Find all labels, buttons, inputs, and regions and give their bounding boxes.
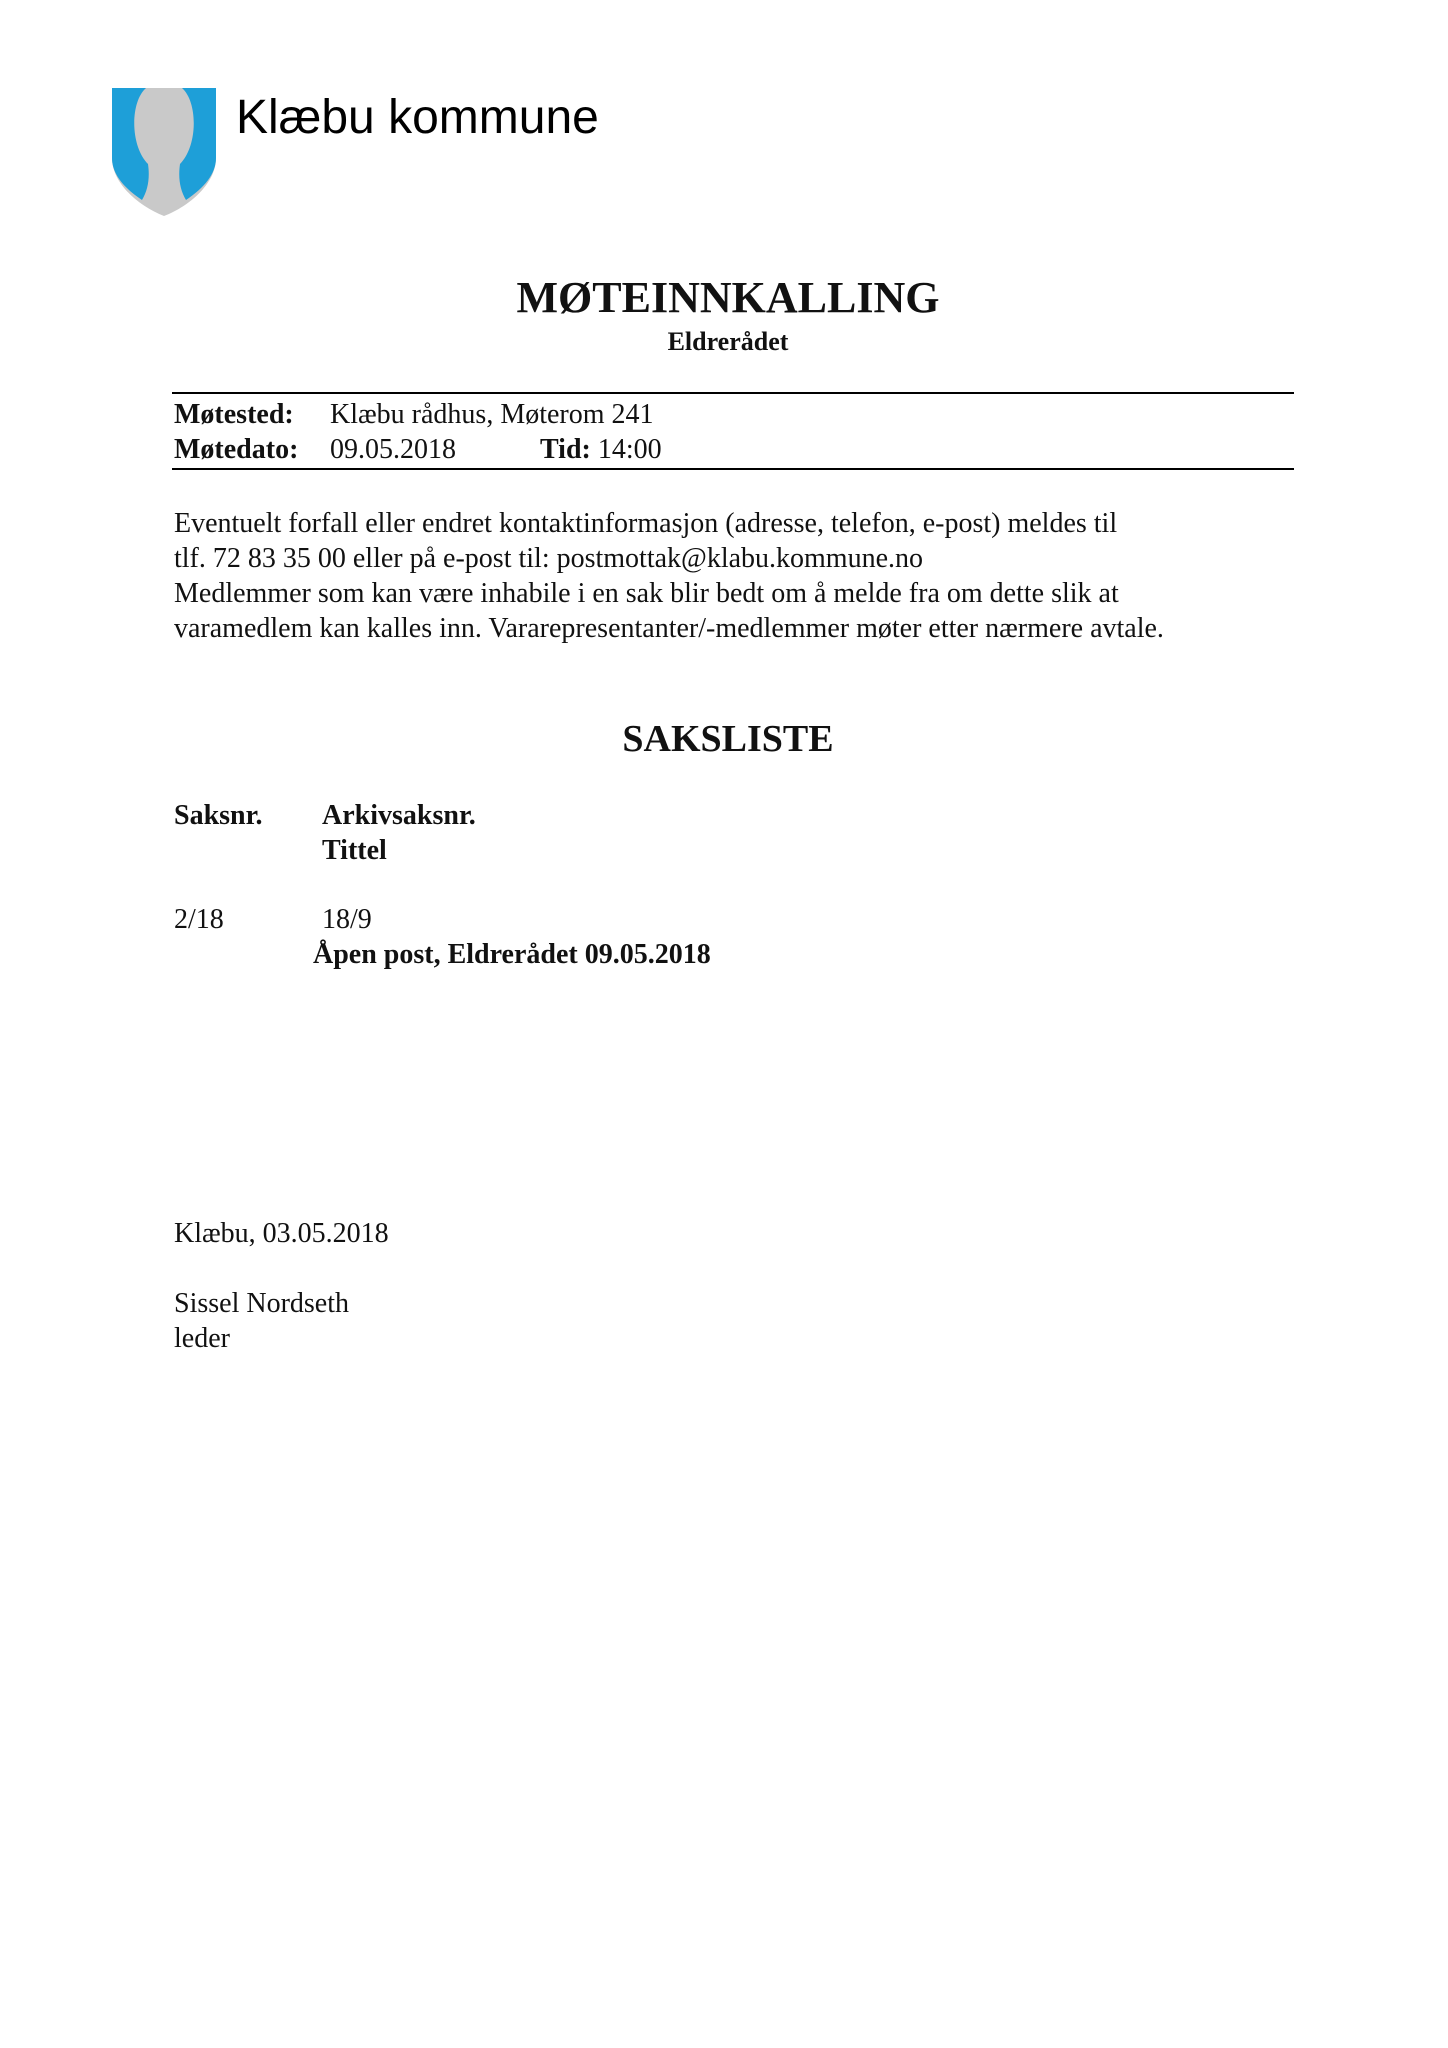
notice-line: Eventuelt forfall eller endret kontaktinformasjon (adresse, telefon, e-post) meldes til: [174, 508, 1118, 539]
agenda-item-archive-number: 18/9: [322, 904, 372, 935]
municipality-name: Klæbu kommune: [236, 91, 599, 144]
meeting-time-label: Tid:: [540, 434, 591, 465]
meeting-place-label: Møtested:: [174, 399, 294, 430]
title-header: Tittel: [322, 835, 387, 866]
signer-name: Sissel Nordseth: [174, 1288, 349, 1319]
document-title: MØTEINNKALLING: [516, 273, 940, 322]
meeting-date-value: 09.05.2018: [330, 434, 456, 465]
meeting-date-label: Møtedato:: [174, 434, 299, 465]
case-number-header: Saksnr.: [174, 800, 263, 831]
notice-line: varamedlem kan kalles inn. Vararepresentanter/-medlemmer møter etter nærmere avtale.: [174, 613, 1164, 644]
meeting-place-row: [174, 398, 654, 432]
agenda-item-case-number: 2/18: [174, 904, 224, 935]
signer-role: leder: [174, 1323, 230, 1354]
municipal-coat-of-arms-icon: [112, 88, 216, 216]
meeting-place-value: Klæbu rådhus, Møterom 241: [330, 399, 654, 430]
meeting-info-top-rule: [172, 392, 1294, 394]
committee-name: Eldrerådet: [667, 327, 789, 356]
archive-number-header: Arkivsaksnr.: [322, 800, 476, 831]
meeting-date-row: [174, 433, 662, 467]
notice-line: Medlemmer som kan være inhabile i en sak blir bedt om å melde fra om dette slik at: [174, 578, 1119, 609]
signature-block: [174, 1286, 349, 1356]
notice-paragraph: [174, 506, 1294, 646]
notice-line: tlf. 72 83 35 00 eller på e-post til: postmottak@klabu.kommune.no: [174, 543, 924, 574]
meeting-info-bottom-rule: [172, 468, 1294, 470]
place-and-date: Klæbu, 03.05.2018: [174, 1218, 389, 1249]
agenda-title: SAKSLISTE: [622, 718, 834, 760]
meeting-time-value: 14:00: [597, 434, 662, 465]
agenda-item-title: Åpen post, Eldrerådet 09.05.2018: [313, 939, 711, 970]
